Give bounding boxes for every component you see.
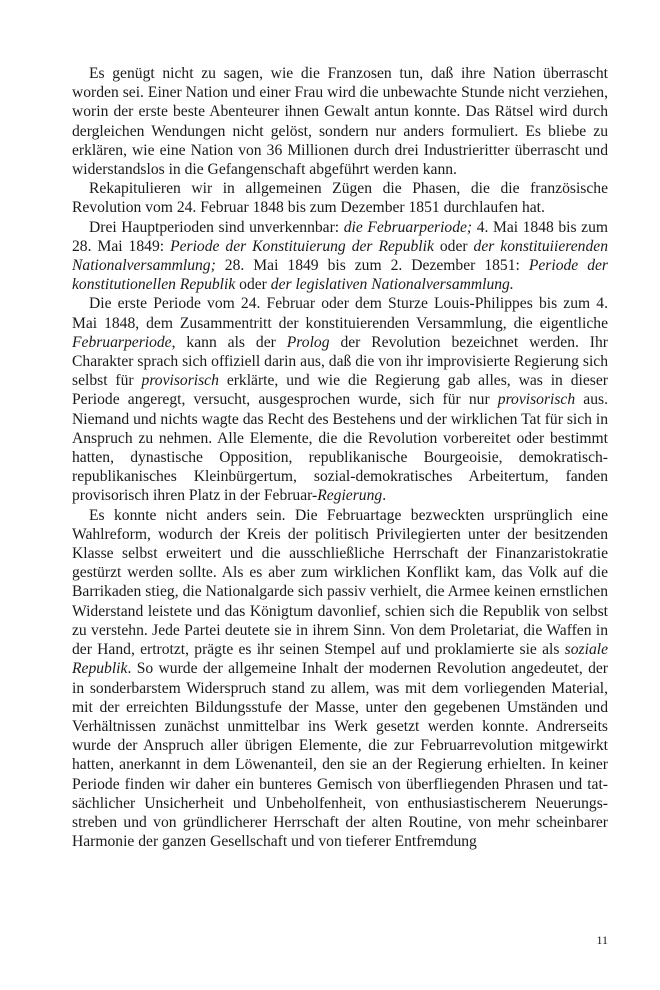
italic-segment: Periode der Konstituierung der Republik <box>170 237 434 255</box>
text-segment: Es genügt nicht zu sagen, wie die Franzosen tun, daß ihre Nation überrascht worden sei. Einer Nation und einer Frau wird die unbewachte Stunde nicht verziehen, worin der erste beste Abenteurer ihnen Gewalt antun konnte. Das Rätsel wird durch dergleichen Wendungen nicht gelöst, sondern nur anders formuliert. Es bliebe zu erklären, wie eine Nation von 36 Millionen durch drei Industrieritter überrascht und widerstandslos in die Gefangenschaft abgeführt werden kann. <box>72 65 608 179</box>
text-segment: der Revolution bezeichnet werden. Ihr Charakter sprach sich offiziell darin aus, daß die von ihr improvisierte Regierung sich selbst für <box>72 333 608 390</box>
text-segment: aus. Niemand und nichts wagte das Recht des Bestehens und der wirklichen Tat für sich in Anspruch zu nehmen. Alle Elemente, die die Revolution vorbereitet oder bestimmt hatten, dynastische Opposition, republikanische Bourgeoisie, demokratisch-republikanisches Kleinbürgertum, sozial-demokratisches Arbeitertum, fanden provisorisch ihren Platz in der Februar- <box>72 391 608 505</box>
italic-segment: soziale Republik <box>72 641 608 678</box>
paragraph <box>72 218 608 295</box>
text-segment: 28. Mai 1849 bis zum 2. Dezember 1851: <box>215 257 529 275</box>
text-segment: 4. Mai 1848 bis zum 28. Mai 1849: <box>72 218 609 255</box>
text-segment: . So wurde der allgemeine Inhalt der modernen Revolution angedeutet, der in sonderbarstem Widerspruch stand zu allem, was mit dem vorliegenden Material, mit der erreichten Bildungsstufe der Masse, unter den gegebenen Umständen und Verhältnissen zunächst unmittelbar ins Werk gesetzt werden konnte. Andrerseits wurde der Anspruch aller übrigen Elemente, die zur Februarrevolution mitgewirkt hatten, anerkannt in dem Löwenanteil, den sie an der Regierung erhielten. In keiner Periode finden wir daher ein bunteres Gemisch von überfliegenden Phrasen und tatsächlicher Unsicherheit und Unbeholfenheit, von enthusiastischerem Neuerungsstreben und von gründlicherer Herrschaft der alten Routine, von mehr scheinbarer Harmonie der ganzen Gesellschaft und von tieferer Entfremdung <box>72 660 608 851</box>
paragraph <box>72 64 608 179</box>
page-number: 11 <box>596 933 608 947</box>
italic-segment: Periode der konstitutionellen Republik <box>72 257 608 294</box>
text-segment: oder <box>433 237 474 255</box>
text-segment: Die erste Periode vom 24. Februar oder dem Sturze Louis-Philippes bis zum 4. Mai 1848, dem Zusammentritt der konstituierenden Versammlung, die eigentliche <box>72 295 608 332</box>
italic-segment: provisorisch <box>141 372 219 390</box>
italic-segment: der legislativen Nationalversammlung. <box>270 276 514 294</box>
paragraph <box>72 179 608 217</box>
italic-segment: der konstituiierenden Nationalversammlung; <box>72 237 608 275</box>
italic-segment: die Februarperiode; <box>343 218 473 236</box>
text-segment: . <box>382 487 387 505</box>
paragraph <box>72 294 608 505</box>
text-segment: erklärte, und wie die Regierung gab alles, was in dieser Periode angeregt, versucht, ausgesprochen wurde, sich für nur <box>72 372 608 409</box>
text-segment: Drei Hauptperioden sind unverkennbar: <box>89 218 344 236</box>
italic-segment: Regierung <box>317 487 383 505</box>
body-text <box>72 64 608 851</box>
paragraph <box>72 506 608 852</box>
italic-segment: provisorisch <box>497 391 576 409</box>
text-segment: oder <box>235 276 271 294</box>
italic-segment: Prolog <box>286 333 330 351</box>
italic-segment: Februarperiode <box>72 333 172 351</box>
text-segment: Es konnte nicht anders sein. Die Februartage bezweckten ursprünglich eine Wahlreform, wodurch der Kreis der politisch Privilegierten unter der besitzenden Klasse selbst erweitert und die ausschließliche Herrschaft der Finanzaristokratie gestürzt werden sollte. Als es aber zum wirklichen Konflikt kam, das Volk auf die Barrikaden stieg, die Nationalgarde sich passiv verhielt, die Armee keinen ernstlichen Widerstand leistete und das Königtum davonlief, schien sich die Republik von selbst zu verstehn. Jede Partei deutete sie in ihrem Sinn. Von dem Proletariat, die Waffen in der Hand, ertrotzt, prägte es ihr seinen Stempel auf und proklamierte sie als <box>72 506 608 659</box>
text-segment: , kann als der <box>171 333 287 351</box>
text-segment: Rekapitulieren wir in allgemeinen Zügen die Phasen, die die französische Revolution vom 24. Februar 1848 bis zum Dezember 1851 durchlaufen hat. <box>72 180 608 217</box>
